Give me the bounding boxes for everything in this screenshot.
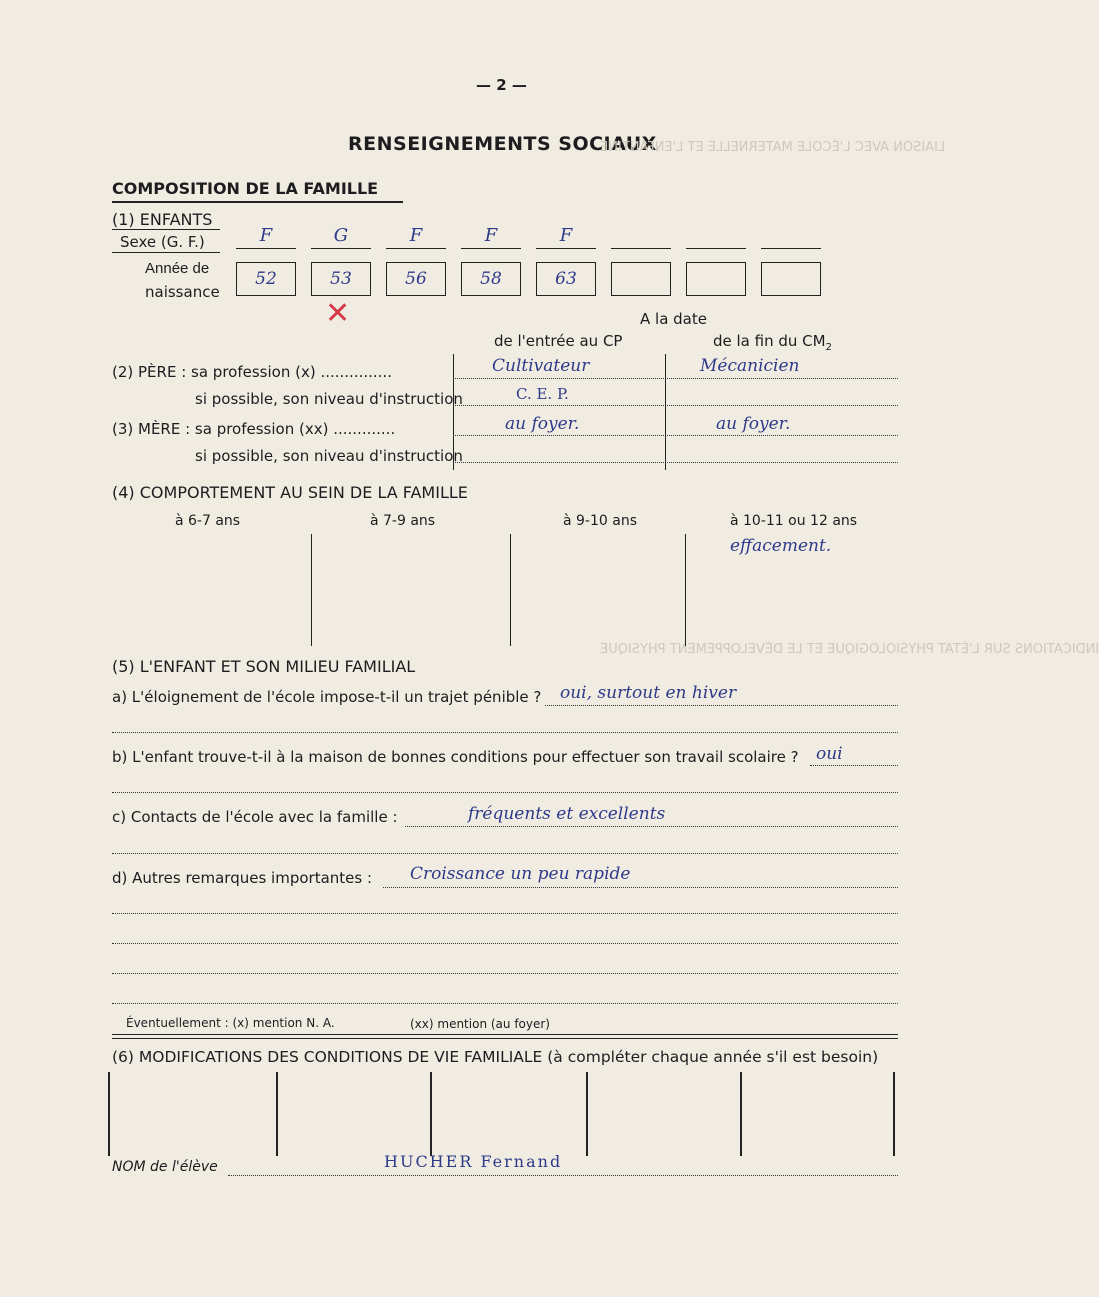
page-title: RENSEIGNEMENTS SOCIAUX [348, 133, 657, 155]
annee-box[interactable]: 63 [536, 262, 596, 296]
comportement-note-last[interactable]: effacement. [730, 536, 832, 556]
comportement-divider [510, 534, 511, 646]
modifications-label: (6) MODIFICATIONS DES CONDITIONS DE VIE FAMILIALE (à compléter chaque année s'il est besoin) [112, 1048, 879, 1066]
modifications-divider [108, 1072, 110, 1156]
question-a: a) L'éloignement de l'école impose-t-il un trajet pénible ? [112, 688, 542, 706]
age-col-4: à 10-11 ou 12 ans [730, 513, 858, 529]
annee-box[interactable]: 52 [236, 262, 296, 296]
sexe-field[interactable] [761, 226, 821, 249]
question-b: b) L'enfant trouve-t-il à la maison de bonnes conditions pour effectuer son travail scolaire ? [112, 748, 799, 766]
red-cross-mark: ✕ [325, 296, 351, 331]
fin-cm-text: de la fin du CM [713, 332, 826, 350]
answer-a-line [545, 705, 898, 706]
answer-b-line-2 [112, 792, 898, 793]
answer-d-line-5 [112, 1003, 898, 1004]
table-mid-border [665, 354, 666, 470]
sexe-field[interactable]: F [536, 226, 596, 249]
bleed-through: INDICATIONS SUR L'ÉTAT PHYSIOLOGIQUE ET LE DÉVELOPPEMENT PHYSIQUE [600, 642, 1099, 657]
pere-profession-cm[interactable]: Mécanicien [700, 356, 800, 376]
answer-a[interactable]: oui, surtout en hiver [560, 683, 737, 703]
pere-niveau-label: si possible, son niveau d'instruction [195, 390, 463, 408]
annee-box[interactable]: 56 [386, 262, 446, 296]
mere-profession-cm[interactable]: au foyer. [716, 414, 791, 434]
mere-profession-cp[interactable]: au foyer. [505, 414, 580, 434]
footnote-rule-2 [112, 1038, 898, 1039]
comportement-divider [685, 534, 686, 646]
annee-box[interactable] [761, 262, 821, 296]
comportement-divider [311, 534, 312, 646]
answer-d-line [383, 887, 898, 888]
answer-c-line-2 [112, 853, 898, 854]
pere-profession-line [455, 378, 898, 379]
footnote-x: Éventuellement : (x) mention N. A. [126, 1016, 335, 1030]
pere-niveau-cp[interactable]: C. E. P. [516, 385, 569, 403]
sexe-field[interactable] [611, 226, 671, 249]
sexe-label: Sexe (G. F.) [120, 233, 205, 251]
question-c: c) Contacts de l'école avec la famille : [112, 808, 398, 826]
annee-box[interactable] [611, 262, 671, 296]
answer-c[interactable]: fréquents et excellents [468, 804, 666, 824]
enfants-label: (1) ENFANTS [112, 210, 213, 229]
answer-c-line [405, 826, 898, 827]
section-title: COMPOSITION DE LA FAMILLE [112, 179, 379, 198]
sexe-label-underline [112, 252, 220, 253]
age-col-2: à 7-9 ans [370, 513, 436, 529]
pere-label: (2) PÈRE : sa profession (x) ............... [112, 363, 392, 381]
sexe-field[interactable]: F [236, 226, 296, 249]
entree-cp-header: de l'entrée au CP [494, 332, 623, 350]
nom-line [228, 1175, 898, 1176]
pere-niveau-line [455, 405, 898, 406]
milieu-label: (5) L'ENFANT ET SON MILIEU FAMILIAL [112, 657, 416, 676]
sexe-field[interactable]: G [311, 226, 371, 249]
annee-label-2: naissance [145, 283, 220, 301]
annee-box[interactable]: 58 [461, 262, 521, 296]
fin-cm-sub: 2 [825, 342, 832, 353]
answer-d-line-3 [112, 943, 898, 944]
mere-niveau-line [455, 462, 898, 463]
page-number: — 2 — [476, 76, 527, 94]
annee-box[interactable]: 53 [311, 262, 371, 296]
answer-d-line-4 [112, 973, 898, 974]
a-la-date-header: A la date [640, 310, 707, 328]
mere-niveau-label: si possible, son niveau d'instruction [195, 447, 463, 465]
annee-label-1: Année de [145, 260, 210, 277]
modifications-divider [893, 1072, 895, 1156]
answer-d[interactable]: Croissance un peu rapide [410, 864, 631, 884]
answer-d-line-2 [112, 913, 898, 914]
mere-label: (3) MÈRE : sa profession (xx) ............. [112, 420, 396, 438]
answer-b[interactable]: oui [816, 744, 843, 764]
comportement-label: (4) COMPORTEMENT AU SEIN DE LA FAMILLE [112, 483, 468, 502]
modifications-divider [430, 1072, 432, 1156]
pere-profession-cp[interactable]: Cultivateur [492, 356, 590, 376]
answer-b-line [810, 765, 898, 766]
section-title-underline [112, 201, 403, 203]
age-col-3: à 9-10 ans [563, 513, 637, 529]
modifications-divider [276, 1072, 278, 1156]
sexe-field[interactable]: F [461, 226, 521, 249]
footnote-rule [112, 1034, 898, 1035]
mere-profession-line [455, 435, 898, 436]
footnote-xx: (xx) mention (au foyer) [410, 1017, 550, 1031]
age-col-1: à 6-7 ans [175, 513, 241, 529]
sexe-label-bar [112, 229, 220, 230]
modifications-divider [586, 1072, 588, 1156]
bleed-through: LIAISON AVEC L'ÉCOLE MATERNELLE ET L'ENFANTINE [600, 140, 946, 155]
table-left-border [453, 354, 454, 470]
answer-a-line-2 [112, 732, 898, 733]
fin-cm-header [713, 332, 832, 353]
nom-label: NOM de l'élève [112, 1159, 218, 1175]
annee-box[interactable] [686, 262, 746, 296]
modifications-divider [740, 1072, 742, 1156]
sexe-field[interactable] [686, 226, 746, 249]
sexe-field[interactable]: F [386, 226, 446, 249]
question-d: d) Autres remarques importantes : [112, 869, 373, 887]
nom-value[interactable]: HUCHER Fernand [384, 1152, 563, 1171]
